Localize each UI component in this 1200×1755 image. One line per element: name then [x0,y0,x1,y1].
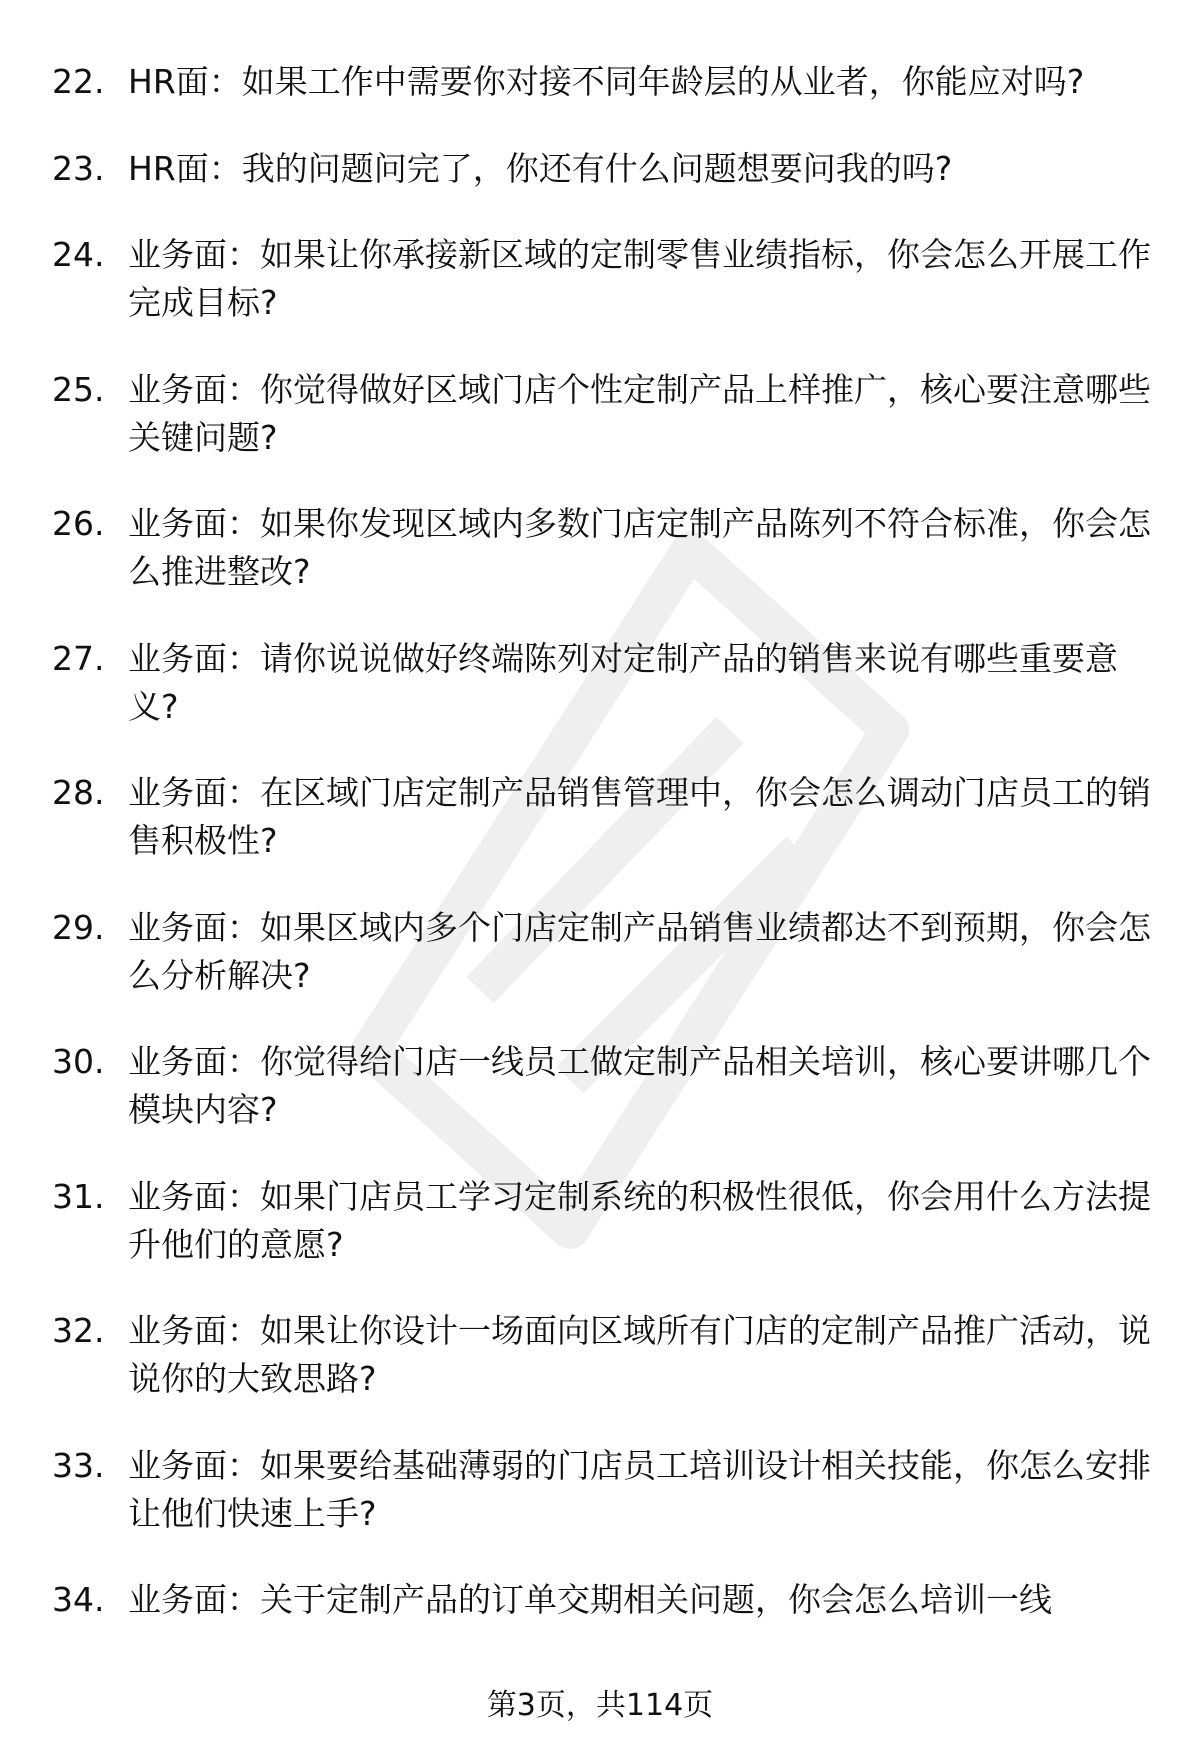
question-text: 业务面：如果门店员工学习定制系统的积极性很低，你会用什么方法提升他们的意愿? [128,1176,1151,1264]
question-text: 业务面：如果让你设计一场面向区域所有门店的定制产品推广活动，说说你的大致思路? [128,1311,1151,1398]
list-item [52,1173,1152,1269]
question-text: 业务面：如果让你承接新区域的定制零售业绩指标，你会怎么开展工作完成目标? [128,235,1151,322]
list-item [52,1038,1152,1134]
list-item [52,58,1152,106]
question-list [52,58,1152,1624]
question-number: 33. [52,1445,105,1485]
question-number: 27. [52,638,105,678]
question-number: 24. [52,235,105,274]
list-item [52,1307,1152,1403]
page-footer: 第3页，共114页 [486,1688,714,1723]
question-number: 32. [52,1311,105,1350]
list-item [52,145,1152,193]
question-text: 业务面：在区域门店定制产品销售管理中，你会怎么调动门店员工的销售积极性? [128,773,1151,860]
question-text: 业务面：关于定制产品的订单交期相关问题，你会怎么培训一线 [128,1580,1052,1619]
question-text: 业务面：如果要给基础薄弱的门店员工培训设计相关技能，你怎么安排让他们快速上手? [128,1445,1151,1533]
question-number: 25. [52,369,105,409]
question-text: HR面：我的问题问完了，你还有什么问题想要问我的吗? [128,148,953,188]
list-item [52,366,1152,462]
list-item [52,1442,1152,1538]
question-number: 23. [52,148,105,188]
question-number: 30. [52,1042,105,1081]
question-text: 业务面：如果你发现区域内多数门店定制产品陈列不符合标准，你会怎么推进整改? [128,504,1151,591]
question-text: 业务面：你觉得给门店一线员工做定制产品相关培训，核心要讲哪几个模块内容? [128,1042,1151,1129]
question-text: 业务面：你觉得做好区域门店个性定制产品上样推广，核心要注意哪些关键问题? [128,369,1151,457]
question-text: HR面：如果工作中需要你对接不同年龄层的从业者，你能应对吗? [128,62,1085,101]
list-item [52,635,1152,731]
list-item [52,1576,1152,1624]
question-number: 29. [52,907,105,947]
list-item [52,769,1152,865]
question-number: 26. [52,504,105,543]
question-number: 34. [52,1580,105,1619]
question-number: 22. [52,62,105,101]
question-number: 28. [52,773,105,812]
question-text: 业务面：如果区域内多个门店定制产品销售业绩都达不到预期，你会怎么分析解决? [128,907,1151,995]
list-item [52,231,1152,327]
list-item [52,500,1152,596]
question-text: 业务面：请你说说做好终端陈列对定制产品的销售来说有哪些重要意义? [128,638,1118,726]
question-number: 31. [52,1176,105,1216]
list-item [52,904,1152,1000]
